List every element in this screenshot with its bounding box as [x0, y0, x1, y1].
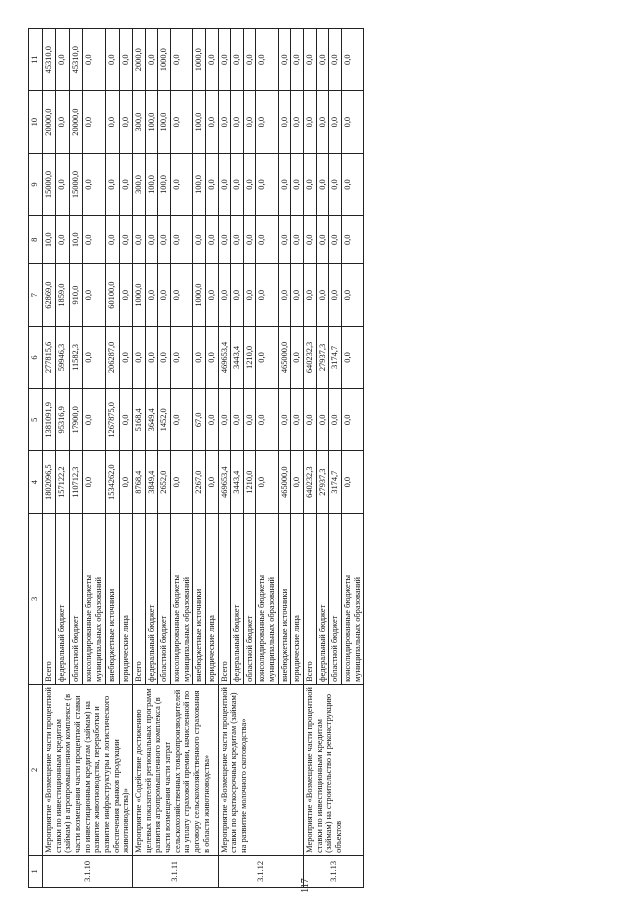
amount-cell: 0,0 — [329, 264, 342, 326]
amount-cell: 0,0 — [291, 264, 304, 326]
amount-cell: 0,0 — [119, 326, 132, 388]
table-row — [304, 29, 317, 888]
amount-cell: 3649,4 — [145, 389, 158, 451]
amount-cell: 2652,0 — [158, 451, 171, 513]
amount-cell: 0,0 — [304, 264, 317, 326]
amount-cell: 1859,0 — [56, 264, 69, 326]
amount-cell: 0,0 — [243, 389, 256, 451]
amount-cell: 0,0 — [119, 29, 132, 91]
amount-cell: 0,0 — [170, 326, 192, 388]
amount-cell: 5168,4 — [132, 389, 145, 451]
amount-cell: 0,0 — [278, 216, 291, 264]
amount-cell: 0,0 — [316, 216, 329, 264]
amount-cell: 0,0 — [119, 264, 132, 326]
funding-source: Всего — [43, 513, 56, 684]
item-number: 3.1.12 — [218, 855, 304, 887]
amount-cell: 640232,3 — [304, 326, 317, 388]
amount-cell: 0,0 — [256, 264, 278, 326]
column-number: 9 — [29, 153, 43, 215]
column-number: 4 — [29, 451, 43, 513]
amount-cell: 469653,4 — [218, 326, 231, 388]
column-number: 10 — [29, 91, 43, 153]
amount-cell: 100,0 — [145, 153, 158, 215]
amount-cell: 45310,0 — [69, 29, 82, 91]
amount-cell: 0,0 — [278, 264, 291, 326]
amount-cell: 0,0 — [205, 29, 218, 91]
amount-cell: 0,0 — [218, 216, 231, 264]
item-number: 3.1.10 — [43, 855, 133, 887]
amount-cell: 0,0 — [256, 91, 278, 153]
amount-cell: 0,0 — [329, 153, 342, 215]
amount-cell: 157122,2 — [56, 451, 69, 513]
amount-cell: 100,0 — [145, 91, 158, 153]
amount-cell: 469653,4 — [218, 451, 231, 513]
funding-source: областной бюджет — [243, 513, 256, 684]
amount-cell: 0,0 — [170, 389, 192, 451]
funding-source: областной бюджет — [158, 513, 171, 684]
amount-cell: 20000,0 — [43, 91, 56, 153]
rotated-table-container — [28, 28, 628, 888]
amount-cell: 0,0 — [170, 216, 192, 264]
amount-cell: 0,0 — [145, 326, 158, 388]
amount-cell: 0,0 — [278, 29, 291, 91]
amount-cell: 1000,0 — [193, 29, 206, 91]
column-number-row — [29, 29, 43, 888]
amount-cell: 0,0 — [316, 153, 329, 215]
item-number: 3.1.11 — [132, 855, 218, 887]
amount-cell: 0,0 — [106, 91, 119, 153]
amount-cell: 3174,7 — [329, 326, 342, 388]
amount-cell: 3443,4 — [231, 451, 244, 513]
amount-cell: 0,0 — [291, 326, 304, 388]
amount-cell: 0,0 — [291, 91, 304, 153]
amount-cell: 1534262,0 — [106, 451, 119, 513]
amount-cell: 0,0 — [193, 216, 206, 264]
item-description: Мероприятие «Возмещение части процентной ставки по краткосрочным кредитам (займам) на развитие молочного скотоводства» — [218, 684, 304, 855]
amount-cell: 0,0 — [82, 326, 105, 388]
amount-cell: 465000,0 — [278, 326, 291, 388]
funding-source: Всего — [132, 513, 145, 684]
funding-source: юридические лица — [119, 513, 132, 684]
amount-cell: 0,0 — [218, 29, 231, 91]
item-description: Мероприятие «Содействие достижению целевых показателей региональных программ развития агропромышленного комплекса (в части возмещения части затрат сельскохозяйственных товаропроизводителей на уплату страховой премии, начисленной по договору сельскохозяйственного страхования в области животноводства» — [132, 684, 218, 855]
amount-cell: 1381091,9 — [43, 389, 56, 451]
amount-cell: 0,0 — [316, 29, 329, 91]
amount-cell: 0,0 — [342, 264, 364, 326]
amount-cell: 0,0 — [119, 451, 132, 513]
amount-cell: 0,0 — [342, 29, 364, 91]
amount-cell: 0,0 — [231, 91, 244, 153]
amount-cell: 0,0 — [170, 29, 192, 91]
funding-source: федеральный бюджет — [56, 513, 69, 684]
item-description: Мероприятие «Возмещение части процентной ставки по инвестиционным кредитам (займам) на строительство и реконструкцию объектов — [304, 684, 364, 855]
amount-cell: 0,0 — [82, 153, 105, 215]
amount-cell: 3443,4 — [231, 326, 244, 388]
amount-cell: 59946,3 — [56, 326, 69, 388]
amount-cell: 110712,3 — [69, 451, 82, 513]
amount-cell: 45310,0 — [43, 29, 56, 91]
amount-cell: 0,0 — [316, 389, 329, 451]
amount-cell: 0,0 — [231, 264, 244, 326]
amount-cell: 62869,0 — [43, 264, 56, 326]
funding-source: юридические лица — [205, 513, 218, 684]
column-number: 2 — [29, 684, 43, 855]
amount-cell: 67,0 — [193, 389, 206, 451]
amount-cell: 1267875,0 — [106, 389, 119, 451]
table-row — [218, 29, 231, 888]
amount-cell: 1802096,5 — [43, 451, 56, 513]
amount-cell: 0,0 — [205, 326, 218, 388]
amount-cell: 0,0 — [170, 264, 192, 326]
amount-cell: 0,0 — [119, 389, 132, 451]
amount-cell: 1452,0 — [158, 389, 171, 451]
amount-cell: 20000,0 — [69, 91, 82, 153]
amount-cell: 1000,0 — [132, 264, 145, 326]
amount-cell: 0,0 — [342, 216, 364, 264]
amount-cell: 0,0 — [342, 326, 364, 388]
amount-cell: 0,0 — [145, 264, 158, 326]
column-number: 7 — [29, 264, 43, 326]
table-row — [132, 29, 145, 888]
amount-cell: 465000,0 — [278, 451, 291, 513]
amount-cell: 0,0 — [243, 216, 256, 264]
funding-source: консолидированные бюджеты муниципальных образований — [342, 513, 364, 684]
amount-cell: 0,0 — [304, 153, 317, 215]
funding-source: внебюджетные источники — [193, 513, 206, 684]
amount-cell: 0,0 — [205, 389, 218, 451]
amount-cell: 60100,0 — [106, 264, 119, 326]
amount-cell: 95316,9 — [56, 389, 69, 451]
budget-table — [28, 28, 364, 888]
table-row — [43, 29, 56, 888]
amount-cell: 0,0 — [304, 29, 317, 91]
item-number: 3.1.13 — [304, 855, 364, 887]
funding-source: консолидированные бюджеты муниципальных образований — [256, 513, 278, 684]
amount-cell: 3174,7 — [329, 451, 342, 513]
amount-cell: 0,0 — [256, 29, 278, 91]
amount-cell: 0,0 — [291, 216, 304, 264]
amount-cell: 0,0 — [82, 451, 105, 513]
amount-cell: 0,0 — [278, 153, 291, 215]
column-number: 8 — [29, 216, 43, 264]
amount-cell: 10,0 — [69, 216, 82, 264]
amount-cell: 0,0 — [256, 216, 278, 264]
amount-cell: 100,0 — [193, 153, 206, 215]
amount-cell: 0,0 — [342, 451, 364, 513]
amount-cell: 8768,4 — [132, 451, 145, 513]
funding-source: областной бюджет — [69, 513, 82, 684]
funding-source: консолидированные бюджеты муниципальных образований — [170, 513, 192, 684]
amount-cell: 277815,6 — [43, 326, 56, 388]
amount-cell: 0,0 — [291, 153, 304, 215]
column-number: 3 — [29, 513, 43, 684]
amount-cell: 27937,3 — [316, 326, 329, 388]
amount-cell: 0,0 — [291, 451, 304, 513]
funding-source: федеральный бюджет — [316, 513, 329, 684]
amount-cell: 15000,0 — [43, 153, 56, 215]
amount-cell: 2267,0 — [193, 451, 206, 513]
funding-source: Всего — [218, 513, 231, 684]
amount-cell: 0,0 — [329, 91, 342, 153]
amount-cell: 2000,0 — [132, 29, 145, 91]
amount-cell: 1000,0 — [158, 29, 171, 91]
amount-cell: 100,0 — [158, 153, 171, 215]
amount-cell: 27937,3 — [316, 451, 329, 513]
page-number: 117 — [299, 878, 311, 893]
amount-cell: 910,0 — [69, 264, 82, 326]
amount-cell: 0,0 — [342, 389, 364, 451]
funding-source: юридические лица — [291, 513, 304, 684]
amount-cell: 0,0 — [231, 153, 244, 215]
amount-cell: 0,0 — [304, 216, 317, 264]
column-number: 5 — [29, 389, 43, 451]
column-number: 6 — [29, 326, 43, 388]
amount-cell: 0,0 — [205, 153, 218, 215]
amount-cell: 0,0 — [316, 91, 329, 153]
amount-cell: 0,0 — [106, 29, 119, 91]
amount-cell: 0,0 — [119, 91, 132, 153]
amount-cell: 0,0 — [56, 29, 69, 91]
amount-cell: 0,0 — [291, 389, 304, 451]
amount-cell: 0,0 — [329, 389, 342, 451]
amount-cell: 0,0 — [106, 216, 119, 264]
amount-cell: 0,0 — [231, 216, 244, 264]
amount-cell: 0,0 — [170, 153, 192, 215]
amount-cell: 0,0 — [132, 216, 145, 264]
amount-cell: 1210,0 — [243, 451, 256, 513]
amount-cell: 10,0 — [43, 216, 56, 264]
amount-cell: 0,0 — [218, 91, 231, 153]
amount-cell: 0,0 — [193, 326, 206, 388]
funding-source: федеральный бюджет — [145, 513, 158, 684]
amount-cell: 0,0 — [342, 91, 364, 153]
amount-cell: 0,0 — [342, 153, 364, 215]
amount-cell: 0,0 — [218, 264, 231, 326]
amount-cell: 0,0 — [158, 216, 171, 264]
amount-cell: 0,0 — [231, 29, 244, 91]
amount-cell: 0,0 — [243, 29, 256, 91]
funding-source: внебюджетные источники — [106, 513, 119, 684]
funding-source: консолидированные бюджеты муниципальных образований — [82, 513, 105, 684]
amount-cell: 0,0 — [291, 29, 304, 91]
column-number: 1 — [29, 855, 43, 887]
amount-cell: 0,0 — [119, 216, 132, 264]
amount-cell: 0,0 — [119, 153, 132, 215]
amount-cell: 0,0 — [218, 153, 231, 215]
funding-source: Всего — [304, 513, 317, 684]
amount-cell: 300,0 — [132, 91, 145, 153]
amount-cell: 0,0 — [145, 216, 158, 264]
amount-cell: 206287,0 — [106, 326, 119, 388]
amount-cell: 0,0 — [106, 153, 119, 215]
amount-cell: 1210,0 — [243, 326, 256, 388]
amount-cell: 0,0 — [218, 389, 231, 451]
amount-cell: 0,0 — [170, 451, 192, 513]
amount-cell: 0,0 — [56, 91, 69, 153]
amount-cell: 0,0 — [205, 264, 218, 326]
amount-cell: 0,0 — [329, 216, 342, 264]
amount-cell: 0,0 — [256, 326, 278, 388]
amount-cell: 0,0 — [316, 264, 329, 326]
amount-cell: 0,0 — [304, 389, 317, 451]
amount-cell: 640232,3 — [304, 451, 317, 513]
amount-cell: 0,0 — [205, 451, 218, 513]
amount-cell: 0,0 — [243, 153, 256, 215]
amount-cell: 0,0 — [278, 389, 291, 451]
amount-cell: 0,0 — [158, 264, 171, 326]
amount-cell: 0,0 — [304, 91, 317, 153]
amount-cell: 0,0 — [329, 29, 342, 91]
amount-cell: 0,0 — [243, 91, 256, 153]
amount-cell: 300,0 — [132, 153, 145, 215]
amount-cell: 17900,0 — [69, 389, 82, 451]
amount-cell: 100,0 — [158, 91, 171, 153]
amount-cell: 100,0 — [193, 91, 206, 153]
amount-cell: 15000,0 — [69, 153, 82, 215]
amount-cell: 0,0 — [82, 91, 105, 153]
amount-cell: 11582,3 — [69, 326, 82, 388]
amount-cell: 1000,0 — [193, 264, 206, 326]
amount-cell: 0,0 — [56, 153, 69, 215]
amount-cell: 0,0 — [205, 91, 218, 153]
amount-cell: 0,0 — [56, 216, 69, 264]
amount-cell: 0,0 — [256, 153, 278, 215]
amount-cell: 0,0 — [256, 451, 278, 513]
amount-cell: 0,0 — [82, 264, 105, 326]
amount-cell: 0,0 — [145, 29, 158, 91]
amount-cell: 0,0 — [132, 326, 145, 388]
amount-cell: 3849,4 — [145, 451, 158, 513]
column-number: 11 — [29, 29, 43, 91]
amount-cell: 0,0 — [82, 389, 105, 451]
funding-source: областной бюджет — [329, 513, 342, 684]
amount-cell: 0,0 — [231, 389, 244, 451]
amount-cell: 0,0 — [158, 326, 171, 388]
funding-source: внебюджетные источники — [278, 513, 291, 684]
table-body — [43, 29, 364, 888]
amount-cell: 0,0 — [170, 91, 192, 153]
amount-cell: 0,0 — [278, 91, 291, 153]
amount-cell: 0,0 — [243, 264, 256, 326]
amount-cell: 0,0 — [82, 216, 105, 264]
amount-cell: 0,0 — [205, 216, 218, 264]
item-description: Мероприятие «Возмещение части процентной ставки по инвестиционным кредитам (займам) в агропромышленном комплексе (в части возмещения части процентной ставки по инвестиционным кредитам (займам) на развитие животноводства, переработки и развитие инфраструктуры и логистического обеспечения рынков продукции животноводства)» — [43, 684, 133, 855]
funding-source: федеральный бюджет — [231, 513, 244, 684]
amount-cell: 0,0 — [256, 389, 278, 451]
amount-cell: 0,0 — [82, 29, 105, 91]
